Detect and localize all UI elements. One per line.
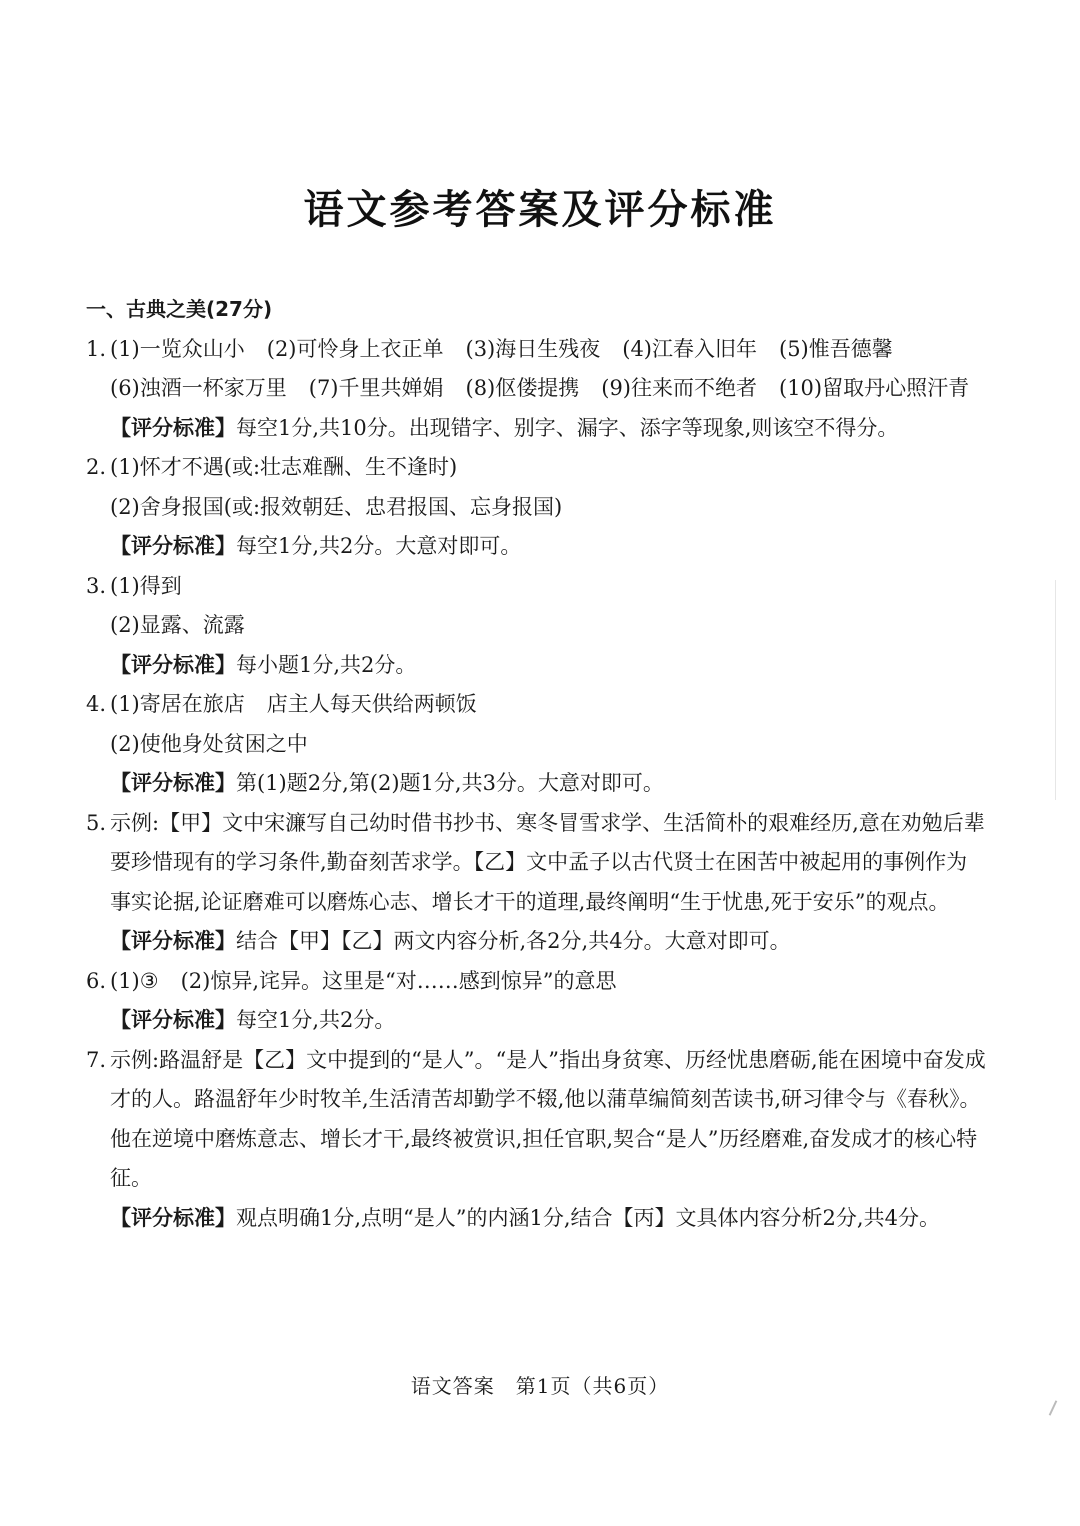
answer-item: (3)海日生残夜 bbox=[465, 336, 601, 361]
scoring-standard-label: 【评分标准】 bbox=[110, 771, 236, 795]
page-footer: 语文答案 第1页（共6页） bbox=[410, 1374, 670, 1398]
question-number: 7. bbox=[86, 1047, 107, 1072]
scoring-standard bbox=[110, 1199, 986, 1239]
scoring-standard-text: 每空1分,共2分。 bbox=[236, 1008, 396, 1032]
question-2 bbox=[86, 448, 986, 567]
answer-content bbox=[86, 290, 986, 1238]
scoring-standard-label: 【评分标准】 bbox=[110, 929, 236, 953]
answer-line: (2)使他身处贫困之中 bbox=[110, 731, 308, 756]
question-number: 5. bbox=[86, 810, 107, 835]
answer-item: (2)可怜身上衣正单 bbox=[266, 336, 444, 361]
answer-paragraph: 示例:【甲】文中宋濂写自己幼时借书抄书、寒冬冒雪求学、生活简朴的艰难经历,意在劝勉后辈要珍惜现有的学习条件,勤奋刻苦求学。【乙】文中孟子以古代贤士在困苦中被起用的事例作为事实论据,论证磨难可以磨炼心志、增长才干的道理,最终阐明“生于忧患,死于安乐”的观点。 bbox=[110, 810, 985, 914]
scoring-standard-label: 【评分标准】 bbox=[110, 534, 236, 558]
answer-item: (2)惊异,诧异。这里是“对……感到惊异”的意思 bbox=[180, 968, 617, 993]
scoring-standard bbox=[86, 409, 986, 449]
question-4 bbox=[86, 685, 986, 804]
answer-line: (1)怀才不遇(或:壮志难酬、生不逢时) bbox=[110, 455, 458, 479]
answer-item: (4)江春入旧年 bbox=[622, 336, 757, 361]
answer-item: (1)寄居在旅店 bbox=[110, 692, 245, 716]
answer-line bbox=[110, 369, 986, 409]
scoring-standard bbox=[110, 764, 986, 804]
answer-item: (7)千里共婵娟 bbox=[308, 376, 444, 400]
question-body bbox=[110, 804, 986, 962]
page-title: 语文参考答案及评分标准 bbox=[303, 187, 777, 233]
question-number: 1. bbox=[86, 336, 107, 361]
scoring-standard-text: 每小题1分,共2分。 bbox=[236, 652, 417, 677]
question-6 bbox=[86, 962, 986, 1041]
answer-line bbox=[110, 685, 986, 725]
question-body bbox=[110, 1041, 986, 1239]
question-body bbox=[110, 685, 986, 804]
question-7 bbox=[86, 1041, 986, 1239]
answer-item: (1)③ bbox=[110, 968, 159, 993]
answer-item: (8)伛偻提携 bbox=[465, 376, 580, 400]
question-number: 6. bbox=[86, 968, 107, 993]
scan-mark bbox=[1049, 1400, 1058, 1415]
question-body bbox=[110, 448, 986, 567]
scoring-standard-text: 第(1)题2分,第(2)题1分,共3分。大意对即可。 bbox=[236, 771, 664, 795]
scoring-standard bbox=[110, 1001, 986, 1041]
scoring-standard bbox=[110, 646, 986, 686]
scoring-standard-label: 【评分标准】 bbox=[110, 1008, 236, 1032]
question-body bbox=[110, 567, 986, 686]
scoring-standard-text: 观点明确1分,点明“是人”的内涵1分,结合【丙】文具体内容分析2分,共4分。 bbox=[236, 1205, 940, 1230]
section-heading: 一、古典之美(27分) bbox=[86, 297, 273, 321]
question-body bbox=[110, 962, 986, 1041]
answer-item: (9)往来而不绝者 bbox=[601, 376, 757, 400]
question-number: 3. bbox=[86, 573, 107, 598]
scoring-standard-label: 【评分标准】 bbox=[110, 652, 236, 677]
answer-item: (10)留取丹心照汗青 bbox=[779, 376, 970, 400]
scoring-standard-text: 每空1分,共10分。出现错字、别字、漏字、添字等现象,则该空不得分。 bbox=[236, 415, 899, 440]
scoring-standard bbox=[110, 527, 986, 567]
answer-line: (2)显露、流露 bbox=[110, 613, 245, 637]
answer-item: (6)浊酒一杯家万里 bbox=[110, 376, 287, 400]
scoring-standard-text: 每空1分,共2分。大意对即可。 bbox=[236, 534, 522, 558]
scan-edge-mark bbox=[1055, 580, 1056, 800]
answer-item: (5)惟吾德馨 bbox=[779, 336, 893, 361]
question-3 bbox=[86, 567, 986, 686]
question-1 bbox=[86, 330, 986, 409]
scoring-standard-label: 【评分标准】 bbox=[110, 415, 236, 440]
question-5 bbox=[86, 804, 986, 962]
answer-item: (1)一览众山小 bbox=[110, 336, 245, 361]
scoring-standard bbox=[110, 922, 986, 962]
answer-item: 店主人每天供给两顿饭 bbox=[266, 692, 477, 716]
question-number: 4. bbox=[86, 692, 107, 716]
answer-line bbox=[110, 330, 986, 370]
answer-line: (1)得到 bbox=[110, 573, 182, 598]
answer-line bbox=[110, 962, 986, 1002]
question-number: 2. bbox=[86, 455, 107, 479]
scoring-standard-text: 结合【甲】【乙】两文内容分析,各2分,共4分。大意对即可。 bbox=[236, 929, 791, 953]
answer-line: (2)舍身报国(或:报效朝廷、忠君报国、忘身报国) bbox=[110, 494, 563, 519]
answer-paragraph: 示例:路温舒是【乙】文中提到的“是人”。“是人”指出身贫寒、历经忧患磨砺,能在困境中奋发成才的人。路温舒年少时牧羊,生活清苦却勤学不辍,他以蒲草编简刻苦读书,研习律令与《春秋》。他在逆境中磨炼意志、增长才干,最终被赏识,担任官职,契合“是人”历经磨难,奋发成才的核心特征。 bbox=[110, 1047, 986, 1190]
scoring-standard-label: 【评分标准】 bbox=[110, 1205, 236, 1230]
question-body bbox=[110, 330, 986, 409]
